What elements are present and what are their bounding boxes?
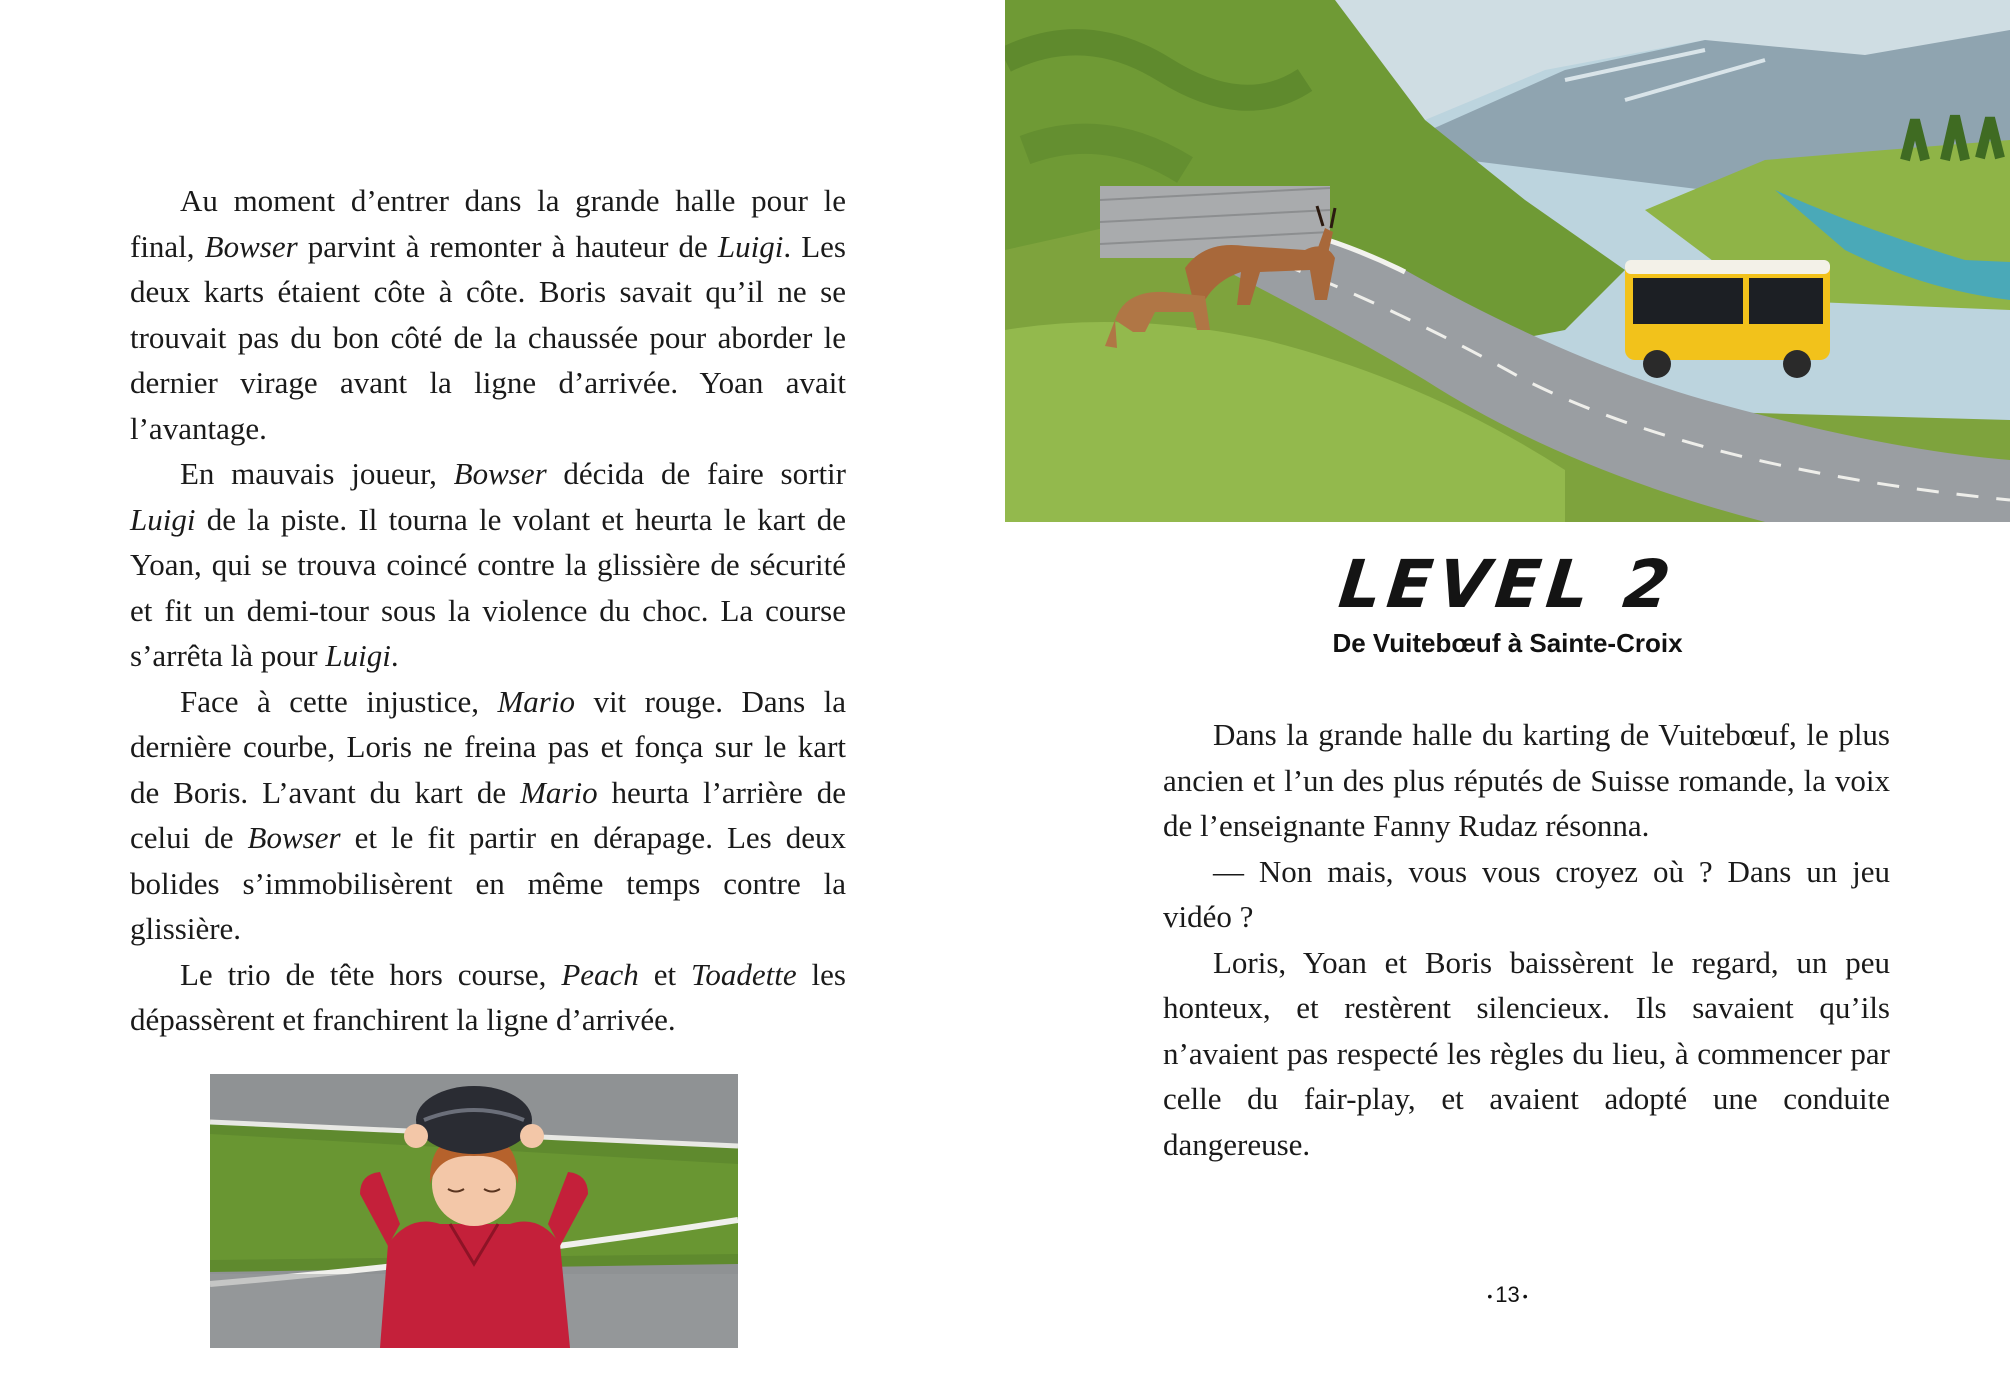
text-run: Loris, Yoan et Boris baissèrent le regard, un peu honteux, et restèrent silencieux. Ils savaient qu’ils n’avaient pas respecté les règles du lieu, à commencer par celle du fair-play, et avaient adopté une conduite dangereuse.	[1163, 944, 1890, 1162]
left-page-text	[130, 178, 846, 1043]
text-run: Au moment d’entrer dans la grande halle pour le final,	[130, 183, 846, 264]
text-run: décida de faire sortir	[546, 456, 846, 491]
paragraph	[1163, 712, 1890, 849]
page-number-dot-left: •	[1487, 1288, 1493, 1305]
paragraph	[130, 451, 846, 679]
italic-text: Mario	[520, 774, 598, 810]
italic-text: Luigi	[325, 638, 391, 673]
page-number	[1005, 1282, 2010, 1308]
text-run: et	[638, 956, 691, 992]
italic-text: Luigi	[130, 501, 196, 537]
text-run: Le trio de tête hors course,	[180, 956, 562, 992]
text-run: et le fit partir en dérapage. Les deux bolides s’immobilisèrent en même temps contre la glissière.	[130, 820, 846, 946]
page-number-value: 13	[1495, 1282, 1520, 1307]
text-run: Dans la grande halle du karting de Vuitebœuf, le plus ancien et l’un des plus réputés de Suisse romande, la voix de l’enseignante Fanny Rudaz résonna.	[1163, 717, 1890, 843]
illustration-helmet-driver	[210, 1074, 738, 1348]
chapter-subtitle: De Vuitebœuf à Sainte-Croix	[1332, 628, 1683, 658]
text-run: — Non mais, vous vous croyez où ? Dans un jeu vidéo ?	[1163, 853, 1890, 934]
text-run: Face à cette injustice,	[180, 683, 498, 719]
italic-text: Peach	[561, 956, 639, 992]
mountain-road-drawing	[1005, 0, 2010, 522]
right-page	[1005, 0, 2010, 1400]
italic-text: Bowser	[247, 820, 341, 855]
text-run: .	[390, 638, 399, 673]
right-page-text	[1163, 712, 1890, 1167]
chapter-title: LEVEL 2	[1335, 546, 1680, 623]
page-number-dot-right: •	[1522, 1288, 1528, 1305]
text-run: En mauvais joueur,	[180, 456, 454, 491]
helmet-driver-drawing	[210, 1074, 738, 1348]
paragraph	[1163, 849, 1890, 940]
illustration-mountain-road	[1005, 0, 2010, 522]
text-run: les dépassèrent et franchirent la ligne d’arrivée.	[130, 956, 846, 1037]
paragraph	[130, 178, 846, 451]
text-run: de la piste. Il tourna le volant et heurta le kart de Yoan, qui se trouva coincé contre la glissière de sécurité et fit un demi-tour sous la violence du choc. La course s’arrêta là pour	[130, 501, 846, 673]
paragraph	[130, 679, 846, 952]
paragraph	[130, 952, 846, 1043]
italic-text: Bowser	[204, 228, 298, 264]
italic-text: Toadette	[691, 956, 797, 992]
italic-text: Bowser	[453, 456, 547, 491]
text-run: parvint à remonter à hauteur de	[297, 228, 718, 264]
italic-text: Mario	[497, 683, 575, 719]
italic-text: Luigi	[717, 228, 784, 264]
text-run: . Les deux karts étaient côte à côte. Boris savait qu’il ne se trouvait pas du bon côté de la chaussée pour aborder le dernier virage avant la ligne d’arrivée. Yoan avait l’avantage.	[130, 228, 846, 446]
text-run: heurta l’arrière de celui de	[130, 774, 847, 855]
text-run: vit rouge. Dans la dernière courbe, Loris ne freina pas et fonça sur le kart de Boris. L’avant du kart de	[130, 683, 846, 810]
paragraph	[1163, 940, 1890, 1168]
